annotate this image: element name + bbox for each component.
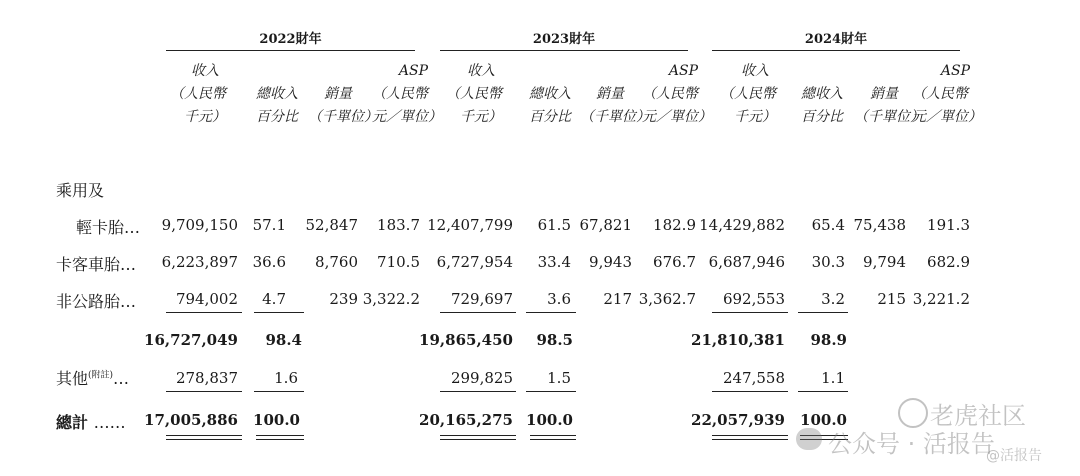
table-cell: 33.4 — [537, 253, 571, 271]
table-cell: 217 — [603, 290, 632, 308]
watermark-line3: @活报告 — [986, 448, 1042, 464]
col-share-header: 總收入 百分比 — [256, 86, 298, 125]
underline — [254, 312, 304, 313]
table-cell: 3,221.2 — [912, 290, 970, 308]
year-header-2023: 2023財年 — [532, 32, 596, 47]
table-cell: 3.2 — [821, 290, 845, 308]
subtotal-cell: 98.5 — [536, 331, 573, 349]
table-cell: 6,223,897 — [161, 253, 238, 271]
table-cell: 8,760 — [315, 253, 358, 271]
other-note: (附註) — [88, 370, 114, 381]
row-label-other — [56, 366, 129, 389]
col-volume-header: 銷量 （千單位） — [308, 86, 378, 125]
table-cell: 30.3 — [811, 253, 845, 271]
table-cell: 215 — [877, 290, 906, 308]
underline — [526, 391, 576, 392]
table-cell: 1.5 — [547, 369, 571, 387]
table-cell: 191.3 — [927, 216, 970, 234]
col-revenue-header: 收入 （人民幣 千元） — [170, 63, 226, 125]
year-rule-2023 — [440, 50, 688, 51]
table-cell: 278,837 — [175, 369, 238, 387]
double-underline — [256, 435, 304, 440]
total-label: 總計 — [56, 413, 89, 432]
col-revenue-header: 收入 （人民幣 千元） — [720, 63, 776, 125]
subtotal-cell: 16,727,049 — [144, 331, 238, 349]
col-asp-header: ASP （人民幣 元／單位） — [912, 63, 982, 125]
table-cell: 9,943 — [589, 253, 632, 271]
underline — [712, 391, 788, 392]
total-cell: 100.0 — [526, 411, 573, 429]
table-cell: 61.5 — [537, 216, 571, 234]
year-header-2022: 2022財年 — [259, 32, 322, 47]
table-cell: 65.4 — [811, 216, 845, 234]
total-dots: …… — [93, 413, 126, 432]
table-cell: 239 — [329, 290, 358, 308]
col-revenue-header: 收入 （人民幣 千元） — [446, 63, 502, 125]
table-cell: 3,322.2 — [362, 290, 420, 308]
row-label-truck-bus: 卡客車胎… — [56, 255, 137, 274]
table-cell: 183.7 — [377, 216, 420, 234]
underline — [166, 312, 242, 313]
watermark-line2: 公众号 · 活报告 — [828, 430, 995, 458]
double-underline — [166, 435, 242, 440]
col-volume-header: 銷量 （千單位） — [854, 86, 924, 125]
row-label-total — [56, 410, 126, 433]
total-cell: 100.0 — [253, 411, 300, 429]
subtotal-cell: 19,865,450 — [419, 331, 513, 349]
underline — [166, 391, 242, 392]
subtotal-cell: 21,810,381 — [691, 331, 785, 349]
table-cell: 182.9 — [653, 216, 696, 234]
other-label: 其他 — [56, 369, 89, 388]
total-cell: 22,057,939 — [691, 411, 785, 429]
underline — [254, 391, 304, 392]
underline — [526, 312, 576, 313]
year-header-2024: 2024財年 — [804, 32, 868, 47]
table-cell: 710.5 — [377, 253, 420, 271]
year-rule-2022 — [166, 50, 415, 51]
table-cell: 57.1 — [252, 216, 286, 234]
underline — [440, 391, 516, 392]
table-cell: 3.6 — [547, 290, 571, 308]
row-label-light-truck: 輕卡胎… — [76, 218, 141, 237]
table-cell: 794,002 — [175, 290, 238, 308]
table-cell: 75,438 — [853, 216, 906, 234]
table-cell: 692,553 — [722, 290, 785, 308]
total-cell: 20,165,275 — [419, 411, 513, 429]
table-cell: 1.6 — [274, 369, 298, 387]
table-cell: 682.9 — [927, 253, 970, 271]
double-underline — [712, 435, 788, 440]
underline — [798, 312, 848, 313]
underline — [440, 312, 516, 313]
table-cell: 36.6 — [252, 253, 286, 271]
table-cell: 52,847 — [305, 216, 358, 234]
table-cell: 6,687,946 — [708, 253, 785, 271]
table-cell: 299,825 — [450, 369, 513, 387]
table-cell: 9,794 — [863, 253, 906, 271]
col-volume-header: 銷量 （千單位） — [580, 86, 650, 125]
year-rule-2024 — [712, 50, 960, 51]
table-cell: 12,407,799 — [427, 216, 513, 234]
table-cell: 67,821 — [579, 216, 632, 234]
double-underline — [440, 435, 516, 440]
subtotal-cell: 98.9 — [810, 331, 847, 349]
table-cell: 729,697 — [450, 290, 513, 308]
table-cell: 676.7 — [653, 253, 696, 271]
underline — [798, 391, 848, 392]
table-cell: 9,709,150 — [161, 216, 238, 234]
total-cell: 17,005,886 — [144, 411, 238, 429]
double-underline — [530, 435, 576, 440]
table-cell: 3,362.7 — [638, 290, 696, 308]
table-cell: 1.1 — [821, 369, 845, 387]
col-share-header: 總收入 百分比 — [529, 86, 571, 125]
underline — [712, 312, 788, 313]
col-asp-header: ASP （人民幣 元／單位） — [642, 63, 712, 125]
col-asp-header: ASP （人民幣 元／單位） — [372, 63, 442, 125]
total-cell: 100.0 — [800, 411, 847, 429]
watermark-line1: 老虎社区 — [930, 402, 1026, 430]
table-cell: 4.7 — [262, 290, 286, 308]
table-cell: 247,558 — [722, 369, 785, 387]
row-label-off-road: 非公路胎… — [56, 292, 137, 311]
table-cell: 6,727,954 — [436, 253, 513, 271]
watermark-wechat-icon — [796, 428, 822, 450]
group-label: 乘用及 — [56, 181, 105, 200]
table-cell: 14,429,882 — [699, 216, 785, 234]
col-share-header: 總收入 百分比 — [801, 86, 843, 125]
subtotal-cell: 98.4 — [265, 331, 302, 349]
other-dots: … — [113, 369, 130, 388]
